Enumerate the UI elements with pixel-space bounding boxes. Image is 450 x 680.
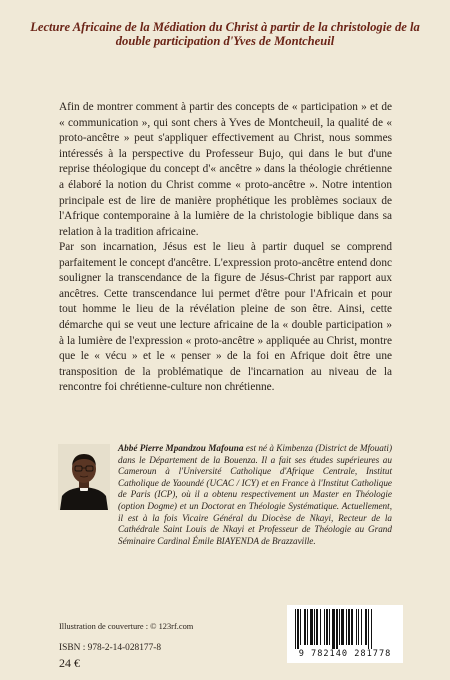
barcode-bar: [320, 609, 321, 645]
barcode-bar: [300, 609, 301, 645]
barcode-bar: [341, 609, 344, 645]
barcode-bar: [326, 609, 328, 645]
barcode-bar: [361, 609, 362, 645]
cover-illustration-credit: Illustration de couverture : © 123rf.com: [59, 622, 194, 631]
barcode-digits: 9 782140 281778: [298, 649, 392, 659]
price: 24 €: [59, 656, 80, 670]
barcode-bar: [295, 609, 296, 649]
barcode-bar: [310, 609, 313, 645]
barcode-bar: [348, 609, 350, 645]
barcode-bar: [351, 609, 353, 645]
barcode: [287, 605, 403, 663]
barcode-bar: [339, 609, 340, 645]
barcode-bar: [307, 609, 308, 645]
isbn: ISBN : 978-2-14-028177-8: [59, 643, 162, 653]
barcode-bar: [336, 609, 338, 649]
barcode-bar: [368, 609, 369, 649]
barcode-bar: [314, 609, 315, 645]
barcode-bar: [304, 609, 306, 645]
barcode-bar: [332, 609, 335, 649]
barcode-bars: [293, 609, 397, 649]
barcode-bar: [324, 609, 325, 645]
summary-paragraph-1: Afin de montrer comment à partir des concepts de « participation » et de « communication », qui sont chers à Yves de Montcheuil, la qualité de « proto-ancêtre » peut s'appliquer effectivement au Christ, nous sommes intéressés à la perspective du Professeur Bujo, qui dans le but d'une reprise théologique du concept d'« ancêtre » dans la théologie chrétienne a élaboré la notion du Christ comme « proto-ancêtre ». Notre intention principale est de lire de manière prophétique les problèmes sociaux de l'Afrique contemporaine à la lumière de la christologie biblique dans sa relation à la tradition africaine.: [59, 101, 392, 238]
barcode-bar: [371, 609, 372, 649]
barcode-bar: [316, 609, 318, 645]
barcode-bar: [329, 609, 330, 645]
barcode-bar: [346, 609, 347, 645]
author-bio-text: est né à Kimbenza (District de Mfouati) dans le Département de la Bouenza. Il a fait ses études supérieures au Cameroun à l'Université Catholique d'Afrique Centrale, Institut Catholique de Yaoundé (UCAC / ICY) et en France à l'Institut Catholique de Paris (ICP), où il a obtenu respectivement un Master en Théologie (option Dogme) et un Doctorat en Théologie Systématique. Actuellement, il est à la fois Vicaire Général du Diocèse de Nkayi, Recteur de la Cathédrale Saint Louis de Nkayi et Professeur de Théologie au Grand Séminaire Cardinal Émile BIAYENDA de Brazzaville.: [118, 443, 392, 546]
barcode-bar: [365, 609, 367, 645]
book-title: Lecture Africaine de la Médiation du Christ à partir de la christologie de la double participation d'Yves de Montcheuil: [30, 20, 420, 48]
summary-paragraph-2: Par son incarnation, Jésus est le lieu à partir duquel se comprend parfaitement le concept d'ancêtre. L'expression proto-ancêtre entend donc souligner la transcendance de la figure de Jésus-Christ par rapport aux ancêtres. Cette transcendance lui permet d'être pour l'Africain et pour tout homme le lieu de la révélation pleine de son être. Ainsi, cette démarche qui se veut une lecture africaine de la « double participation » à la lumière de l'expression « proto-ancêtre » appliquée au Christ, montre que le « vécu » et le « penser » de la foi en Afrique doit être une transposition de la problématique de l'incarnation au niveau de la rencontre foi chrétienne-culture non chrétienne.: [59, 241, 392, 394]
author-bio: [118, 443, 392, 547]
author-name: Abbé Pierre Mpandzou Mafouna: [118, 443, 244, 453]
author-photo: [58, 444, 110, 510]
barcode-bar: [356, 609, 357, 645]
barcode-bar: [358, 609, 359, 645]
barcode-bar: [297, 609, 299, 649]
